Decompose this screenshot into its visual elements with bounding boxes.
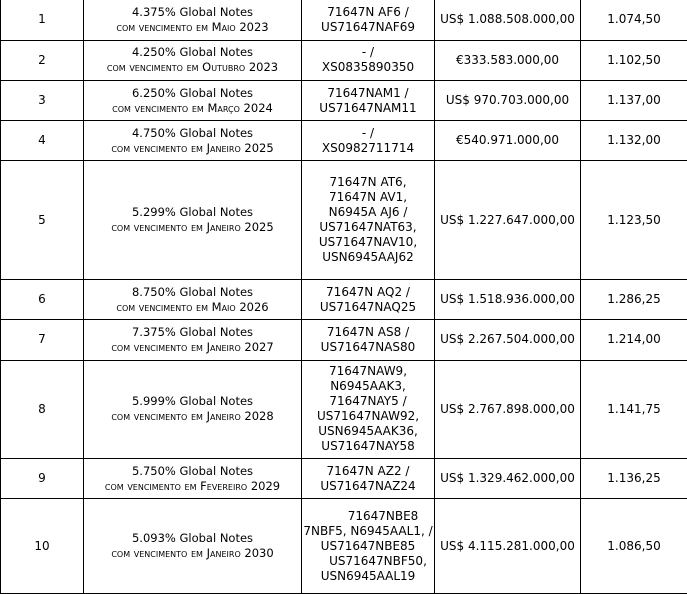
outstanding-amount: US$ 1.518.936.000,00 <box>435 280 581 320</box>
note-description <box>84 121 302 161</box>
note-maturity: com vencimento em Outubro 2023 <box>106 60 279 75</box>
notes-table-body <box>1 0 687 594</box>
note-maturity: com vencimento em Maio 2023 <box>116 19 269 34</box>
note-codes <box>302 499 435 594</box>
note-title: 8.750% Global Notes <box>131 284 254 299</box>
note-title: 5.299% Global Notes <box>131 205 254 220</box>
note-description <box>84 320 302 360</box>
row-number: 10 <box>1 499 84 594</box>
note-maturity: com vencimento em Março 2024 <box>112 100 273 115</box>
note-codes <box>302 40 435 80</box>
note-code: US71647NAT63, <box>319 220 417 235</box>
table-row <box>1 499 687 594</box>
price-value: 1.086,50 <box>581 499 687 594</box>
row-number: 7 <box>1 320 84 360</box>
note-title: 5.750% Global Notes <box>131 463 254 478</box>
note-code: US71647NAV10, <box>318 235 418 250</box>
note-code: - / <box>361 125 375 140</box>
note-title: 7.375% Global Notes <box>131 324 254 339</box>
note-code: 71647N AS8 / <box>326 324 410 339</box>
price-value: 1.214,00 <box>581 320 687 360</box>
note-code: 71647N AZ2 / <box>326 463 410 478</box>
table-row <box>1 280 687 320</box>
note-code: 7NBF5, N6945AAL1, / <box>303 523 433 538</box>
table-row <box>1 161 687 280</box>
note-code: 71647NBE8 <box>347 508 419 523</box>
note-title: 4.250% Global Notes <box>131 45 254 60</box>
note-code: US71647NAW92, <box>316 409 420 424</box>
price-value: 1.132,00 <box>581 121 687 161</box>
table-row <box>1 80 687 120</box>
note-codes <box>302 360 435 459</box>
outstanding-amount: €333.583.000,00 <box>435 40 581 80</box>
note-code: 71647NAY5 / <box>329 394 407 409</box>
row-number: 1 <box>1 0 84 40</box>
note-code: USN6945AAK36, <box>318 424 418 439</box>
table-row <box>1 40 687 80</box>
table-row <box>1 320 687 360</box>
row-number: 9 <box>1 459 84 499</box>
note-description <box>84 280 302 320</box>
price-value: 1.074,50 <box>581 0 687 40</box>
note-description <box>84 80 302 120</box>
price-value: 1.137,00 <box>581 80 687 120</box>
note-title: 4.375% Global Notes <box>131 4 254 19</box>
price-value: 1.102,50 <box>581 40 687 80</box>
note-description <box>84 0 302 40</box>
row-number: 6 <box>1 280 84 320</box>
note-code: - / <box>361 45 375 60</box>
note-title: 5.093% Global Notes <box>131 531 254 546</box>
note-description <box>84 360 302 459</box>
note-title: 6.250% Global Notes <box>131 85 254 100</box>
price-value: 1.136,25 <box>581 459 687 499</box>
note-code: 71647N AT6, <box>329 175 407 190</box>
note-codes <box>302 161 435 280</box>
note-code: 71647N AQ2 / <box>326 284 410 299</box>
outstanding-amount: US$ 1.088.508.000,00 <box>435 0 581 40</box>
note-code: 71647NAM1 / <box>327 85 409 100</box>
note-code: N6945AAK3, <box>330 379 406 394</box>
table-row <box>1 360 687 459</box>
table-row <box>1 121 687 161</box>
price-value: 1.123,50 <box>581 161 687 280</box>
note-code: US71647NBF50, <box>329 553 427 568</box>
note-title: 4.750% Global Notes <box>131 125 254 140</box>
outstanding-amount: €540.971.000,00 <box>435 121 581 161</box>
table-row <box>1 459 687 499</box>
price-value: 1.141,75 <box>581 360 687 459</box>
note-codes <box>302 0 435 40</box>
note-code: XS0835890350 <box>321 60 415 75</box>
row-number: 8 <box>1 360 84 459</box>
note-code: US71647NAF69 <box>321 19 415 34</box>
note-description <box>84 161 302 280</box>
note-code: US71647NAZ24 <box>320 478 416 493</box>
note-maturity: com vencimento em Janeiro 2028 <box>111 409 274 424</box>
note-code: 71647N AF6 / <box>327 4 409 19</box>
note-maturity: com vencimento em Janeiro 2025 <box>111 220 274 235</box>
note-code: US71647NAS80 <box>320 339 416 354</box>
note-code: 71647N AV1, <box>328 190 408 205</box>
note-code: US71647NAQ25 <box>319 299 417 314</box>
note-codes <box>302 121 435 161</box>
note-maturity: com vencimento em Fevereiro 2029 <box>104 478 281 493</box>
note-maturity: com vencimento em Janeiro 2025 <box>111 140 274 155</box>
note-code: 71647NAW9, <box>328 364 408 379</box>
row-number: 2 <box>1 40 84 80</box>
note-description <box>84 40 302 80</box>
price-value: 1.286,25 <box>581 280 687 320</box>
note-maturity: com vencimento em Maio 2026 <box>116 299 269 314</box>
note-codes <box>302 80 435 120</box>
outstanding-amount: US$ 2.267.504.000,00 <box>435 320 581 360</box>
note-maturity: com vencimento em Janeiro 2027 <box>111 339 274 354</box>
note-code: US71647NAM11 <box>319 100 417 115</box>
note-code: US71647NBE85 <box>320 538 416 553</box>
row-number: 4 <box>1 121 84 161</box>
note-description <box>84 459 302 499</box>
note-description <box>84 499 302 594</box>
note-codes <box>302 320 435 360</box>
table-row <box>1 0 687 40</box>
outstanding-amount: US$ 4.115.281.000,00 <box>435 499 581 594</box>
note-code: N6945A AJ6 / <box>328 205 408 220</box>
outstanding-amount: US$ 2.767.898.000,00 <box>435 360 581 459</box>
row-number: 3 <box>1 80 84 120</box>
outstanding-amount: US$ 1.329.462.000,00 <box>435 459 581 499</box>
row-number: 5 <box>1 161 84 280</box>
note-codes <box>302 280 435 320</box>
note-code: US71647NAY58 <box>321 439 415 454</box>
note-code: USN6945AAJ62 <box>322 250 414 265</box>
outstanding-amount: US$ 970.703.000,00 <box>435 80 581 120</box>
note-title: 5.999% Global Notes <box>131 394 254 409</box>
note-codes <box>302 459 435 499</box>
note-code: USN6945AAL19 <box>320 568 416 583</box>
note-code: XS0982711714 <box>321 140 415 155</box>
note-maturity: com vencimento em Janeiro 2030 <box>111 546 274 561</box>
outstanding-amount: US$ 1.227.647.000,00 <box>435 161 581 280</box>
